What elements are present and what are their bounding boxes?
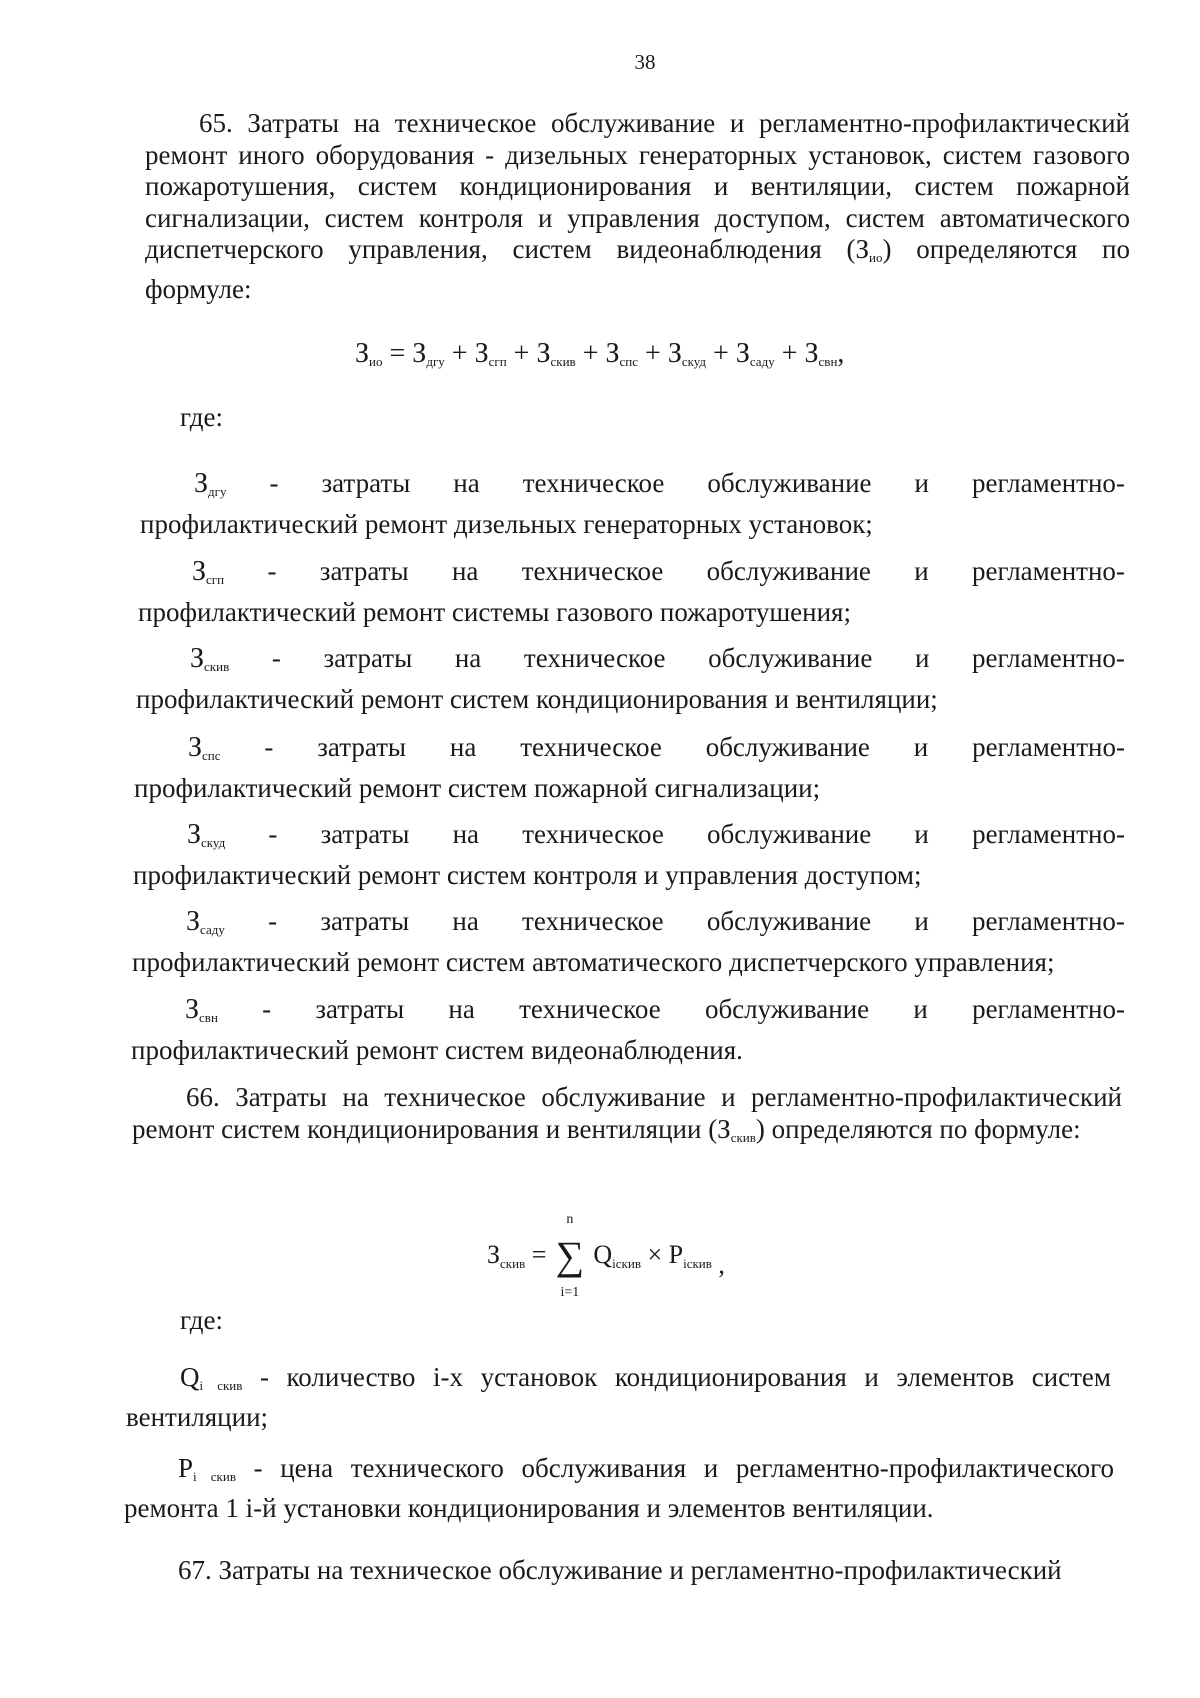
definition-word: затраты xyxy=(321,468,411,498)
definition-first-line xyxy=(131,993,1125,1034)
definition-word: - xyxy=(264,732,274,762)
paragraph-66: 66. Затраты на техническое обслуживание и регламентно-профилактический ремонт систем кондиционирования и вентиляции $(З_{скив})$ определяются по формуле: xyxy=(132,1082,1122,1145)
definition-word: затраты xyxy=(319,556,409,586)
definition-first-line xyxy=(140,467,1125,508)
definition-word: затраты xyxy=(323,643,413,673)
definition-continuation: профилактический ремонт систем пожарной сигнализации; xyxy=(134,773,821,803)
definition-word: на xyxy=(448,994,475,1024)
definition-symbol: $З_{сгп}$ xyxy=(192,556,225,587)
definition-word: - xyxy=(268,906,278,936)
definition-word: - xyxy=(262,994,272,1024)
where-label-2: где: xyxy=(180,1305,223,1335)
definition-item xyxy=(131,993,1125,1067)
definition-word: техническое xyxy=(522,819,664,849)
definition-word: обслуживание xyxy=(705,732,870,762)
definition-continuation: профилактический ремонт систем видеонаблюдения. xyxy=(131,1035,743,1065)
definition-word: обслуживание xyxy=(706,906,872,936)
definition-first-line xyxy=(134,731,1125,772)
definition-continuation: профилактический ремонт системы газового пожаротушения; xyxy=(138,597,851,627)
page-number: 38 xyxy=(634,50,656,74)
definition-item xyxy=(132,905,1125,979)
where-label-1: где: xyxy=(180,402,223,432)
definition-word: обслуживание xyxy=(706,556,871,586)
definition-word: - xyxy=(269,468,279,498)
definition-word: на xyxy=(454,643,482,673)
definition-word: регламентно- xyxy=(972,643,1125,673)
definition-word: на xyxy=(453,468,480,498)
definition-word: регламентно- xyxy=(972,906,1125,936)
definition-word: на xyxy=(452,819,480,849)
paragraph-65: 65. Затраты на техническое обслуживание и регламентно-профилактический ремонт иного оборудования - дизельных генераторных установок, систем газового пожаротушения, систем кондиционирования и вентиляции, систем пожарной сигнализации, систем контроля и управления доступом, систем автоматического диспетчерского управления, систем видеонаблюдения $(З_{ио})$ определяются по формуле: xyxy=(145,108,1130,304)
definition-item xyxy=(140,467,1125,541)
definition-word: обслуживание xyxy=(707,468,872,498)
definition-continuation: профилактический ремонт систем кондиционирования и вентиляции; xyxy=(136,684,938,714)
definition-continuation: профилактический ремонт систем контроля и управления доступом; xyxy=(133,860,922,890)
definition-word: регламентно- xyxy=(972,732,1125,762)
definition-word: и xyxy=(913,732,929,762)
sigma-symbol: n ∑ i=1 xyxy=(555,1212,585,1300)
definition-word: - xyxy=(268,819,278,849)
p-definition: $P_{i скив}$ - цена технического обслуживания и регламентно-профилактического ремонта 1 i-й установки кондиционирования и элементов вентиляции. xyxy=(124,1453,1114,1523)
definition-word: техническое xyxy=(520,732,662,762)
definition-word: обслуживание xyxy=(707,819,872,849)
definition-word: - xyxy=(267,556,277,586)
definition-first-line xyxy=(133,818,1125,859)
definition-word: затраты xyxy=(320,819,410,849)
definition-first-line xyxy=(138,555,1125,596)
definition-word: регламентно- xyxy=(972,819,1125,849)
definition-symbol: $З_{скуд}$ xyxy=(187,819,226,850)
definition-continuation: профилактический ремонт дизельных генераторных установок; xyxy=(140,509,873,539)
definition-word: обслуживание xyxy=(704,994,870,1024)
definition-word: и xyxy=(914,819,929,849)
definition-word: на xyxy=(451,556,479,586)
definition-symbol: $З_{саду}$ xyxy=(186,906,225,937)
definition-item xyxy=(138,555,1125,629)
definition-word: техническое xyxy=(522,906,664,936)
definition-word: на xyxy=(452,906,479,936)
definition-word: и xyxy=(914,468,929,498)
definition-word: техническое xyxy=(521,556,664,586)
q-definition: $Q_{i скив}$ - количество i-х установок кондиционирования и элементов систем вентиляции; xyxy=(126,1362,1111,1432)
definition-word: на xyxy=(449,732,477,762)
definition-item xyxy=(134,731,1125,805)
definition-symbol: $З_{дгу}$ xyxy=(194,468,227,499)
definition-item xyxy=(133,818,1125,892)
definition-symbol: $З_{спс}$ xyxy=(188,732,221,763)
formula-65: $З_{ио} = З_{дгу} + З_{сгп} + З_{скив} + З_{спс} + З_{скуд} + З_{саду} + З_{свн}$, xyxy=(355,338,845,369)
definition-item xyxy=(136,642,1125,716)
definition-word: регламентно- xyxy=(972,994,1125,1024)
definition-word: затраты xyxy=(320,906,410,936)
definition-word: техническое xyxy=(519,994,661,1024)
definition-word: и xyxy=(914,556,929,586)
formula-66: Зскив = n ∑ i=1 Qiскив × Piскив , xyxy=(487,1212,725,1300)
definition-word: и xyxy=(913,994,928,1024)
definition-continuation: профилактический ремонт систем автоматического диспетчерского управления; xyxy=(132,947,1055,977)
definition-symbol: $З_{свн}$ xyxy=(185,994,218,1025)
definition-word: и xyxy=(914,643,930,673)
definition-word: затраты xyxy=(315,994,405,1024)
definition-first-line xyxy=(132,905,1125,946)
definition-word: - xyxy=(271,643,281,673)
definition-word: и xyxy=(914,906,929,936)
definition-word: техническое xyxy=(523,643,666,673)
definition-first-line xyxy=(136,642,1125,683)
paragraph-67: 67. Затраты на техническое обслуживание и регламентно-профилактический xyxy=(178,1555,1062,1585)
definition-word: затраты xyxy=(317,732,407,762)
definition-word: регламентно- xyxy=(972,468,1125,498)
definition-word: регламентно- xyxy=(972,556,1125,586)
definition-symbol: $З_{скив}$ xyxy=(190,643,230,674)
definition-word: техническое xyxy=(522,468,665,498)
definition-word: обслуживание xyxy=(708,643,873,673)
